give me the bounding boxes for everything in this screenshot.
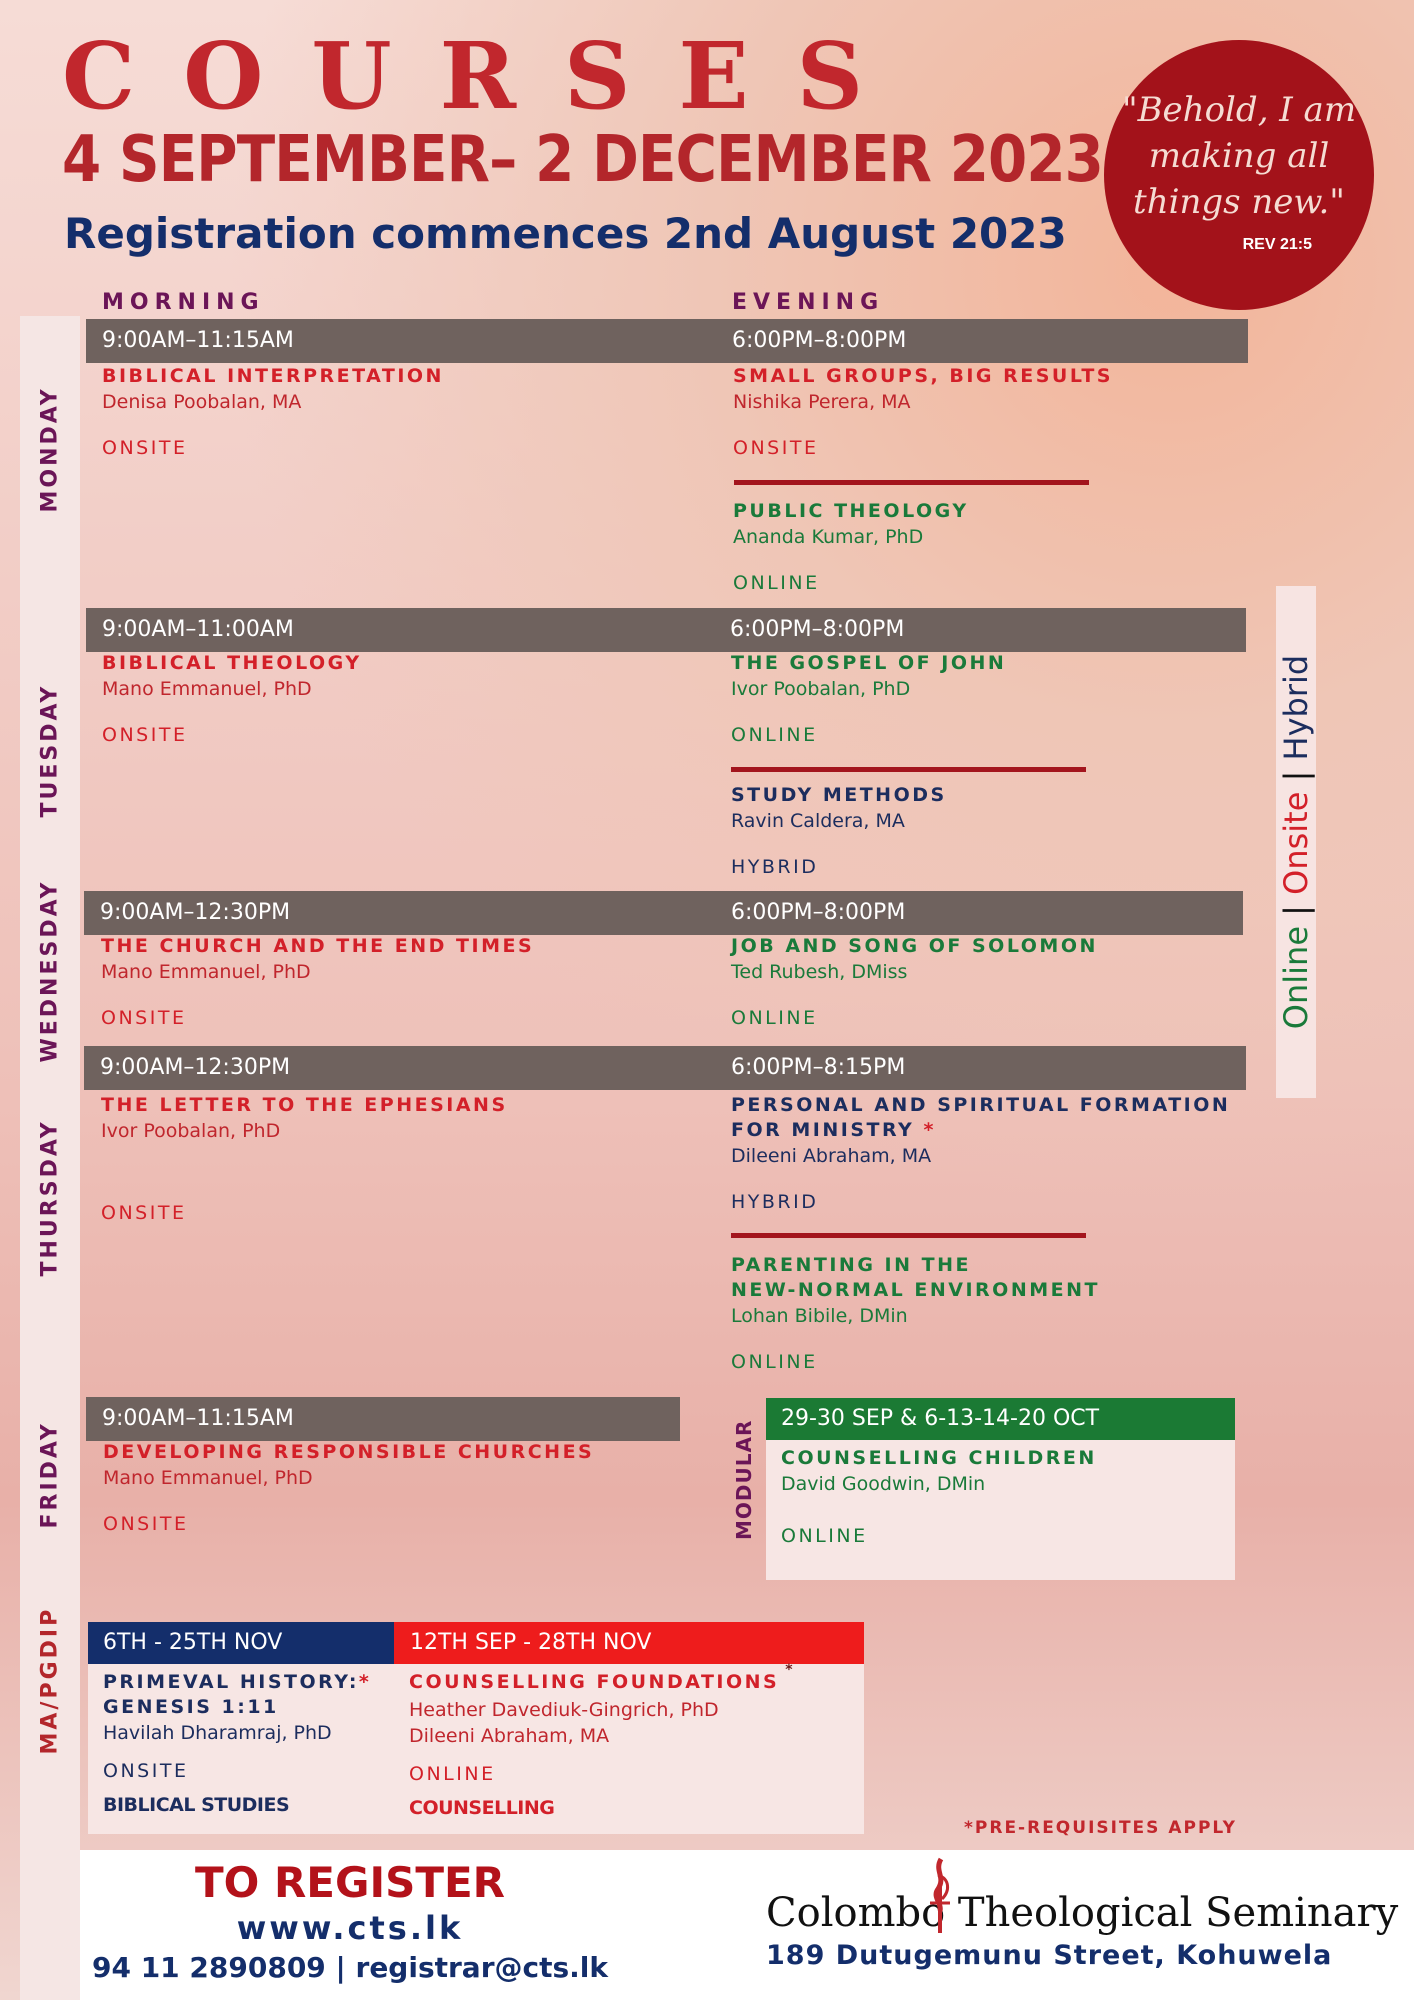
course-title: JOB AND SONG OF SOLOMON <box>731 935 1098 957</box>
monday-time-bar <box>86 319 1248 363</box>
course-divider <box>734 480 1089 485</box>
course-title: BIBLICAL INTERPRETATION <box>102 365 444 387</box>
register-title: TO REGISTER <box>194 1858 506 1907</box>
course-mode: ONSITE <box>102 437 188 459</box>
course-department: BIBLICAL STUDIES <box>103 1794 290 1816</box>
course-mode: ONLINE <box>731 1007 818 1029</box>
course-card <box>731 783 1251 878</box>
page-title: COURSES <box>62 22 912 130</box>
monday-morning-time: 9:00AM–11:15AM <box>102 328 294 353</box>
course-title: PUBLIC THEOLOGY <box>733 500 969 522</box>
legend-hybrid: Hybrid <box>1277 654 1315 761</box>
day-friday: FRIDAY <box>37 1421 63 1529</box>
course-mode: HYBRID <box>731 856 819 878</box>
wednesday-morning-time: 9:00AM–12:30PM <box>100 900 291 925</box>
friday-morning-time: 9:00AM–11:15AM <box>102 1406 294 1431</box>
course-title: STUDY METHODS <box>731 784 947 806</box>
course-mode: ONLINE <box>781 1525 868 1547</box>
course-title: COUNSELLING CHILDREN <box>781 1447 1097 1469</box>
course-instructor: David Goodwin, DMin <box>781 1473 986 1495</box>
course-instructor: Ivor Poobalan, PhD <box>731 678 911 700</box>
tuesday-evening-time: 6:00PM–8:00PM <box>730 617 905 642</box>
title-text: COUNSELLING FOUNDATIONS <box>409 1671 780 1693</box>
title-text: PRIMEVAL HISTORY: <box>103 1671 359 1693</box>
course-mode: ONLINE <box>731 1351 818 1373</box>
thursday-time-bar <box>84 1046 1246 1090</box>
course-instructor: Ananda Kumar, PhD <box>733 526 924 548</box>
course-card <box>102 364 702 459</box>
course-title <box>409 1662 859 1697</box>
course-title: THE LETTER TO THE EPHESIANS <box>101 1094 508 1116</box>
course-mode: ONSITE <box>733 437 819 459</box>
course-title: SMALL GROUPS, BIG RESULTS <box>733 365 1113 387</box>
course-mode: ONLINE <box>731 724 818 746</box>
thursday-evening-time: 6:00PM–8:15PM <box>731 1055 906 1080</box>
evening-heading: EVENING <box>732 290 885 315</box>
course-instructor: Mano Emmanuel, PhD <box>101 961 311 983</box>
course-card <box>733 364 1253 459</box>
seminary-block <box>766 1890 1398 1971</box>
legend-online: Online <box>1277 925 1315 1030</box>
course-instructor: Lohan Bibile, DMin <box>731 1305 908 1327</box>
day-thursday: THURSDAY <box>37 1119 63 1277</box>
course-title: DEVELOPING RESPONSIBLE CHURCHES <box>103 1441 595 1463</box>
course-card <box>102 651 702 746</box>
course-instructor: Dileeni Abraham, MA <box>731 1145 932 1167</box>
quote-text <box>1118 88 1360 226</box>
seminary-address: 189 Dutugemunu Street, Kohuwela <box>766 1940 1333 1971</box>
course-card <box>731 1093 1251 1213</box>
course-instructor: Ivor Poobalan, PhD <box>101 1120 281 1142</box>
course-title-line-1: PARENTING IN THE <box>731 1254 971 1276</box>
course-title: THE CHURCH AND THE END TIMES <box>101 935 535 957</box>
ma-course-dates: 12TH SEP - 28TH NOV <box>394 1622 864 1664</box>
course-divider <box>731 1233 1086 1238</box>
course-card <box>101 1093 701 1224</box>
course-card <box>101 934 701 1029</box>
course-mode: ONLINE <box>733 572 820 594</box>
modular-dates: 29-30 SEP & 6-13-14-20 OCT <box>766 1398 1235 1440</box>
course-mode: ONSITE <box>103 1513 189 1535</box>
course-card <box>733 499 1253 594</box>
day-ma-pgdip: MA/PGDIP <box>37 1606 63 1755</box>
day-tuesday: TUESDAY <box>37 683 63 818</box>
monday-evening-time: 6:00PM–8:00PM <box>732 328 907 353</box>
course-title: THE GOSPEL OF JOHN <box>731 652 1007 674</box>
seminary-logo-icon <box>916 1855 966 1935</box>
ma-course-dates: 6TH - 25TH NOV <box>88 1622 394 1664</box>
quote-line-3: things new." <box>1133 181 1345 222</box>
title-text: FOR MINISTRY <box>731 1119 915 1141</box>
modular-label: MODULAR <box>732 1419 756 1540</box>
course-mode: ONSITE <box>101 1007 187 1029</box>
course-card <box>409 1662 859 1819</box>
course-instructor: Nishika Perera, MA <box>733 391 911 413</box>
course-card <box>103 1440 703 1535</box>
thursday-morning-time: 9:00AM–12:30PM <box>100 1055 291 1080</box>
course-instructor: Havilah Dharamraj, PhD <box>103 1722 332 1744</box>
legend-onsite: Onsite <box>1277 791 1315 895</box>
prerequisites-note: *PRE-REQUISITES APPLY <box>964 1818 1237 1838</box>
course-mode: ONSITE <box>101 1202 187 1224</box>
course-card <box>731 1253 1251 1373</box>
delivery-legend <box>1277 655 1315 1029</box>
tuesday-time-bar <box>86 608 1246 652</box>
course-instructor: Heather Davediuk-Gingrich, PhD <box>409 1699 719 1721</box>
course-instructor: Mano Emmanuel, PhD <box>102 678 312 700</box>
quote-line-2: making all <box>1148 135 1330 176</box>
legend-separator: | <box>1277 905 1315 916</box>
prerequisite-asterisk: * <box>785 1662 796 1678</box>
course-card <box>103 1670 393 1816</box>
seminary-name: Colombo Theological Seminary <box>766 1890 1399 1936</box>
course-title-line-2: NEW-NORMAL ENVIRONMENT <box>731 1279 1100 1301</box>
course-instructor: Dileeni Abraham, MA <box>409 1725 610 1747</box>
day-wednesday: WEDNESDAY <box>37 879 63 1063</box>
wednesday-evening-time: 6:00PM–8:00PM <box>731 900 906 925</box>
quote-badge <box>1104 40 1374 310</box>
course-instructor: Ravin Caldera, MA <box>731 810 905 832</box>
course-title-line-1 <box>103 1670 393 1695</box>
register-block <box>80 1858 620 1984</box>
course-card <box>731 651 1251 746</box>
course-mode: HYBRID <box>731 1191 819 1213</box>
course-mode: ONLINE <box>409 1763 496 1785</box>
course-title: BIBLICAL THEOLOGY <box>102 652 362 674</box>
course-mode: ONSITE <box>102 724 188 746</box>
course-department: COUNSELLING <box>409 1797 555 1819</box>
registration-note: Registration commences 2nd August 2023 <box>64 209 1067 258</box>
course-title-line-1: PERSONAL AND SPIRITUAL FORMATION <box>731 1094 1231 1116</box>
wednesday-time-bar <box>84 891 1243 935</box>
course-instructor: Mano Emmanuel, PhD <box>103 1467 313 1489</box>
course-title-line-2: GENESIS 1:11 <box>103 1696 279 1718</box>
course-title-line-2 <box>731 1118 1251 1143</box>
course-instructor: Ted Rubesh, DMiss <box>731 961 908 983</box>
course-card <box>731 934 1251 1029</box>
tuesday-morning-time: 9:00AM–11:00AM <box>102 617 294 642</box>
course-instructor: Denisa Poobalan, MA <box>102 391 302 413</box>
quote-line-1: "Behold, I am <box>1121 90 1357 130</box>
prerequisite-asterisk: * <box>358 1671 372 1693</box>
course-mode: ONSITE <box>103 1760 189 1782</box>
term-dates: 4 SEPTEMBER– 2 DECEMBER 2023 <box>62 123 1103 197</box>
quote-reference: REV 21:5 <box>1242 236 1312 253</box>
day-monday: MONDAY <box>37 386 63 513</box>
legend-separator: | <box>1277 770 1315 782</box>
course-divider <box>731 767 1086 772</box>
course-card <box>781 1446 1221 1547</box>
friday-time-bar <box>86 1397 680 1441</box>
website-link[interactable]: www.cts.lk <box>236 1909 464 1947</box>
contact-info[interactable]: 94 11 2890809 | registrar@cts.lk <box>91 1951 609 1984</box>
prerequisite-asterisk: * <box>923 1119 936 1141</box>
morning-heading: MORNING <box>102 290 265 315</box>
